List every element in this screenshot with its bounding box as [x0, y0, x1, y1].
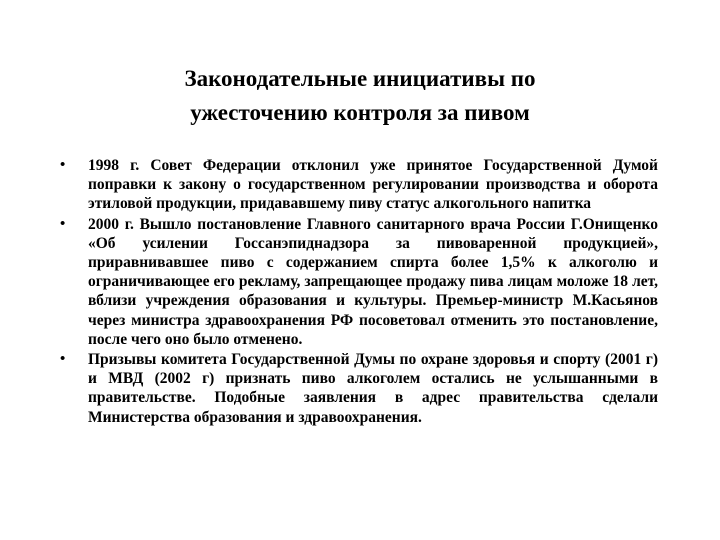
bullet-item-calls	[58, 350, 658, 427]
bullet-dot-icon: •	[60, 157, 66, 173]
bullet-item-2000	[58, 215, 658, 349]
bullet-dot-icon: •	[60, 215, 66, 232]
bullet-text: Призывы комитета Государственной Думы по охране здоровья и спорту (2001 г) и МВД (2002 г) признать пиво алкоголем остались не услышанными в правительстве. Подобные заявления в адрес правительства сделали Министерства образования и здравоохранения.	[88, 351, 658, 426]
title-line-1: Законодательные инициативы по	[184, 66, 536, 91]
bullet-text: 1998 г. Совет Федерации отклонил уже принятое Государственной Думой поправки к закону о государственном регулировании производства и оборота этиловой продукции, придававшему пиву статус алкогольного напитка	[88, 157, 658, 213]
bullet-list	[58, 156, 658, 428]
bullet-dot-icon: •	[60, 351, 66, 368]
bullet-item-1998	[58, 156, 658, 214]
slide-title	[60, 62, 660, 130]
bullet-text: 2000 г. Вышло постановление Главного санитарного врача России Г.Онищенко «Об усилении Госсанэпиднадзора за пивоваренной продукцией», приравнивавшее пиво с содержанием спирта более 1,5% к алкоголю и ограничивающее его рекламу, запрещающее продажу пива лицам моложе 18 лет, вблизи учреждения образования и культуры. Премьер-министр М.Касьянов через министра здравоохранения РФ посоветовал отменить это постановление, после чего оно было отменено.	[88, 215, 658, 348]
title-line-2: ужесточению контроля за пивом	[190, 100, 530, 125]
